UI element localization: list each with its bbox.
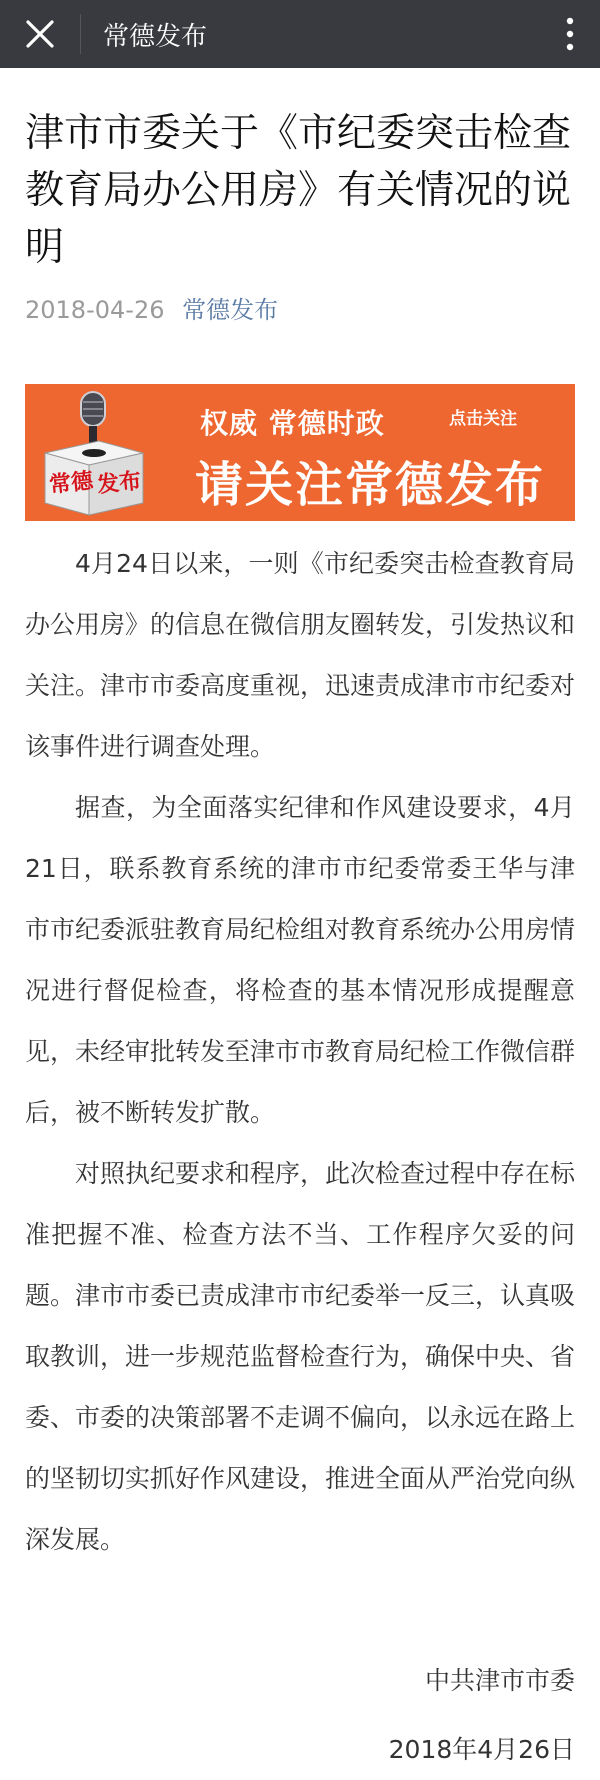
banner-box-text-2: 发布: [95, 467, 143, 499]
close-button[interactable]: [0, 0, 80, 68]
account-link[interactable]: 常德发布: [182, 296, 279, 324]
article-paragraph: 对照执纪要求和程序，此次检查过程中存在标准把握不准、检查方法不当、工作程序欠妥的问题。津市市委已责成津市市纪委举一反三，认真吸取教训，进一步规范监督检查行为，确保中央、省委、市委的决策部署不走调不偏向，以永远在路上的坚韧切实抓好作风建设，推进全面从严治党向纵深发展。: [25, 1159, 576, 1554]
banner-tagline: 权威 常德时政: [200, 407, 385, 440]
close-icon: [25, 19, 55, 49]
publish-date: 2018-04-26: [25, 296, 165, 324]
article-body: [25, 533, 575, 1570]
topbar-title: 常德发布: [103, 21, 208, 52]
article-title: 津市市委关于《市纪委突击检查教育局办公用房》有关情况的说明: [25, 111, 572, 270]
more-options-button[interactable]: [540, 0, 600, 68]
article-paragraph: 4月24日以来，一则《市纪委突击检查教育局办公用房》的信息在微信朋友圈转发，引发热议和关注。津市市委高度重视，迅速责成津市市纪委对该事件进行调查处理。: [25, 549, 576, 761]
banner-headline: 请关注常德发布: [195, 457, 546, 513]
article-meta: [25, 294, 575, 326]
article-content: [25, 68, 575, 1780]
more-vertical-icon: [565, 17, 575, 51]
follow-banner[interactable]: [25, 384, 575, 521]
article-paragraph: 据查，为全面落实纪律和作风建设要求，4月21日，联系教育系统的津市市纪委常委王华与津市市纪委派驻教育局纪检组对教育系统办公用房情况进行督促检查，将检查的基本情况形成提醒意见，未经审批转发至津市市教育局纪检工作微信群后，被不断转发扩散。: [25, 793, 576, 1127]
signature-organization: 中共津市市委: [424, 1666, 575, 1695]
signature-date: 2018年4月26日: [388, 1735, 575, 1764]
top-navigation-bar: [0, 0, 600, 68]
topbar-divider: [80, 14, 81, 54]
banner-follow-hint: 点击关注: [449, 409, 517, 429]
banner-box-text-1: 常德: [47, 467, 95, 499]
